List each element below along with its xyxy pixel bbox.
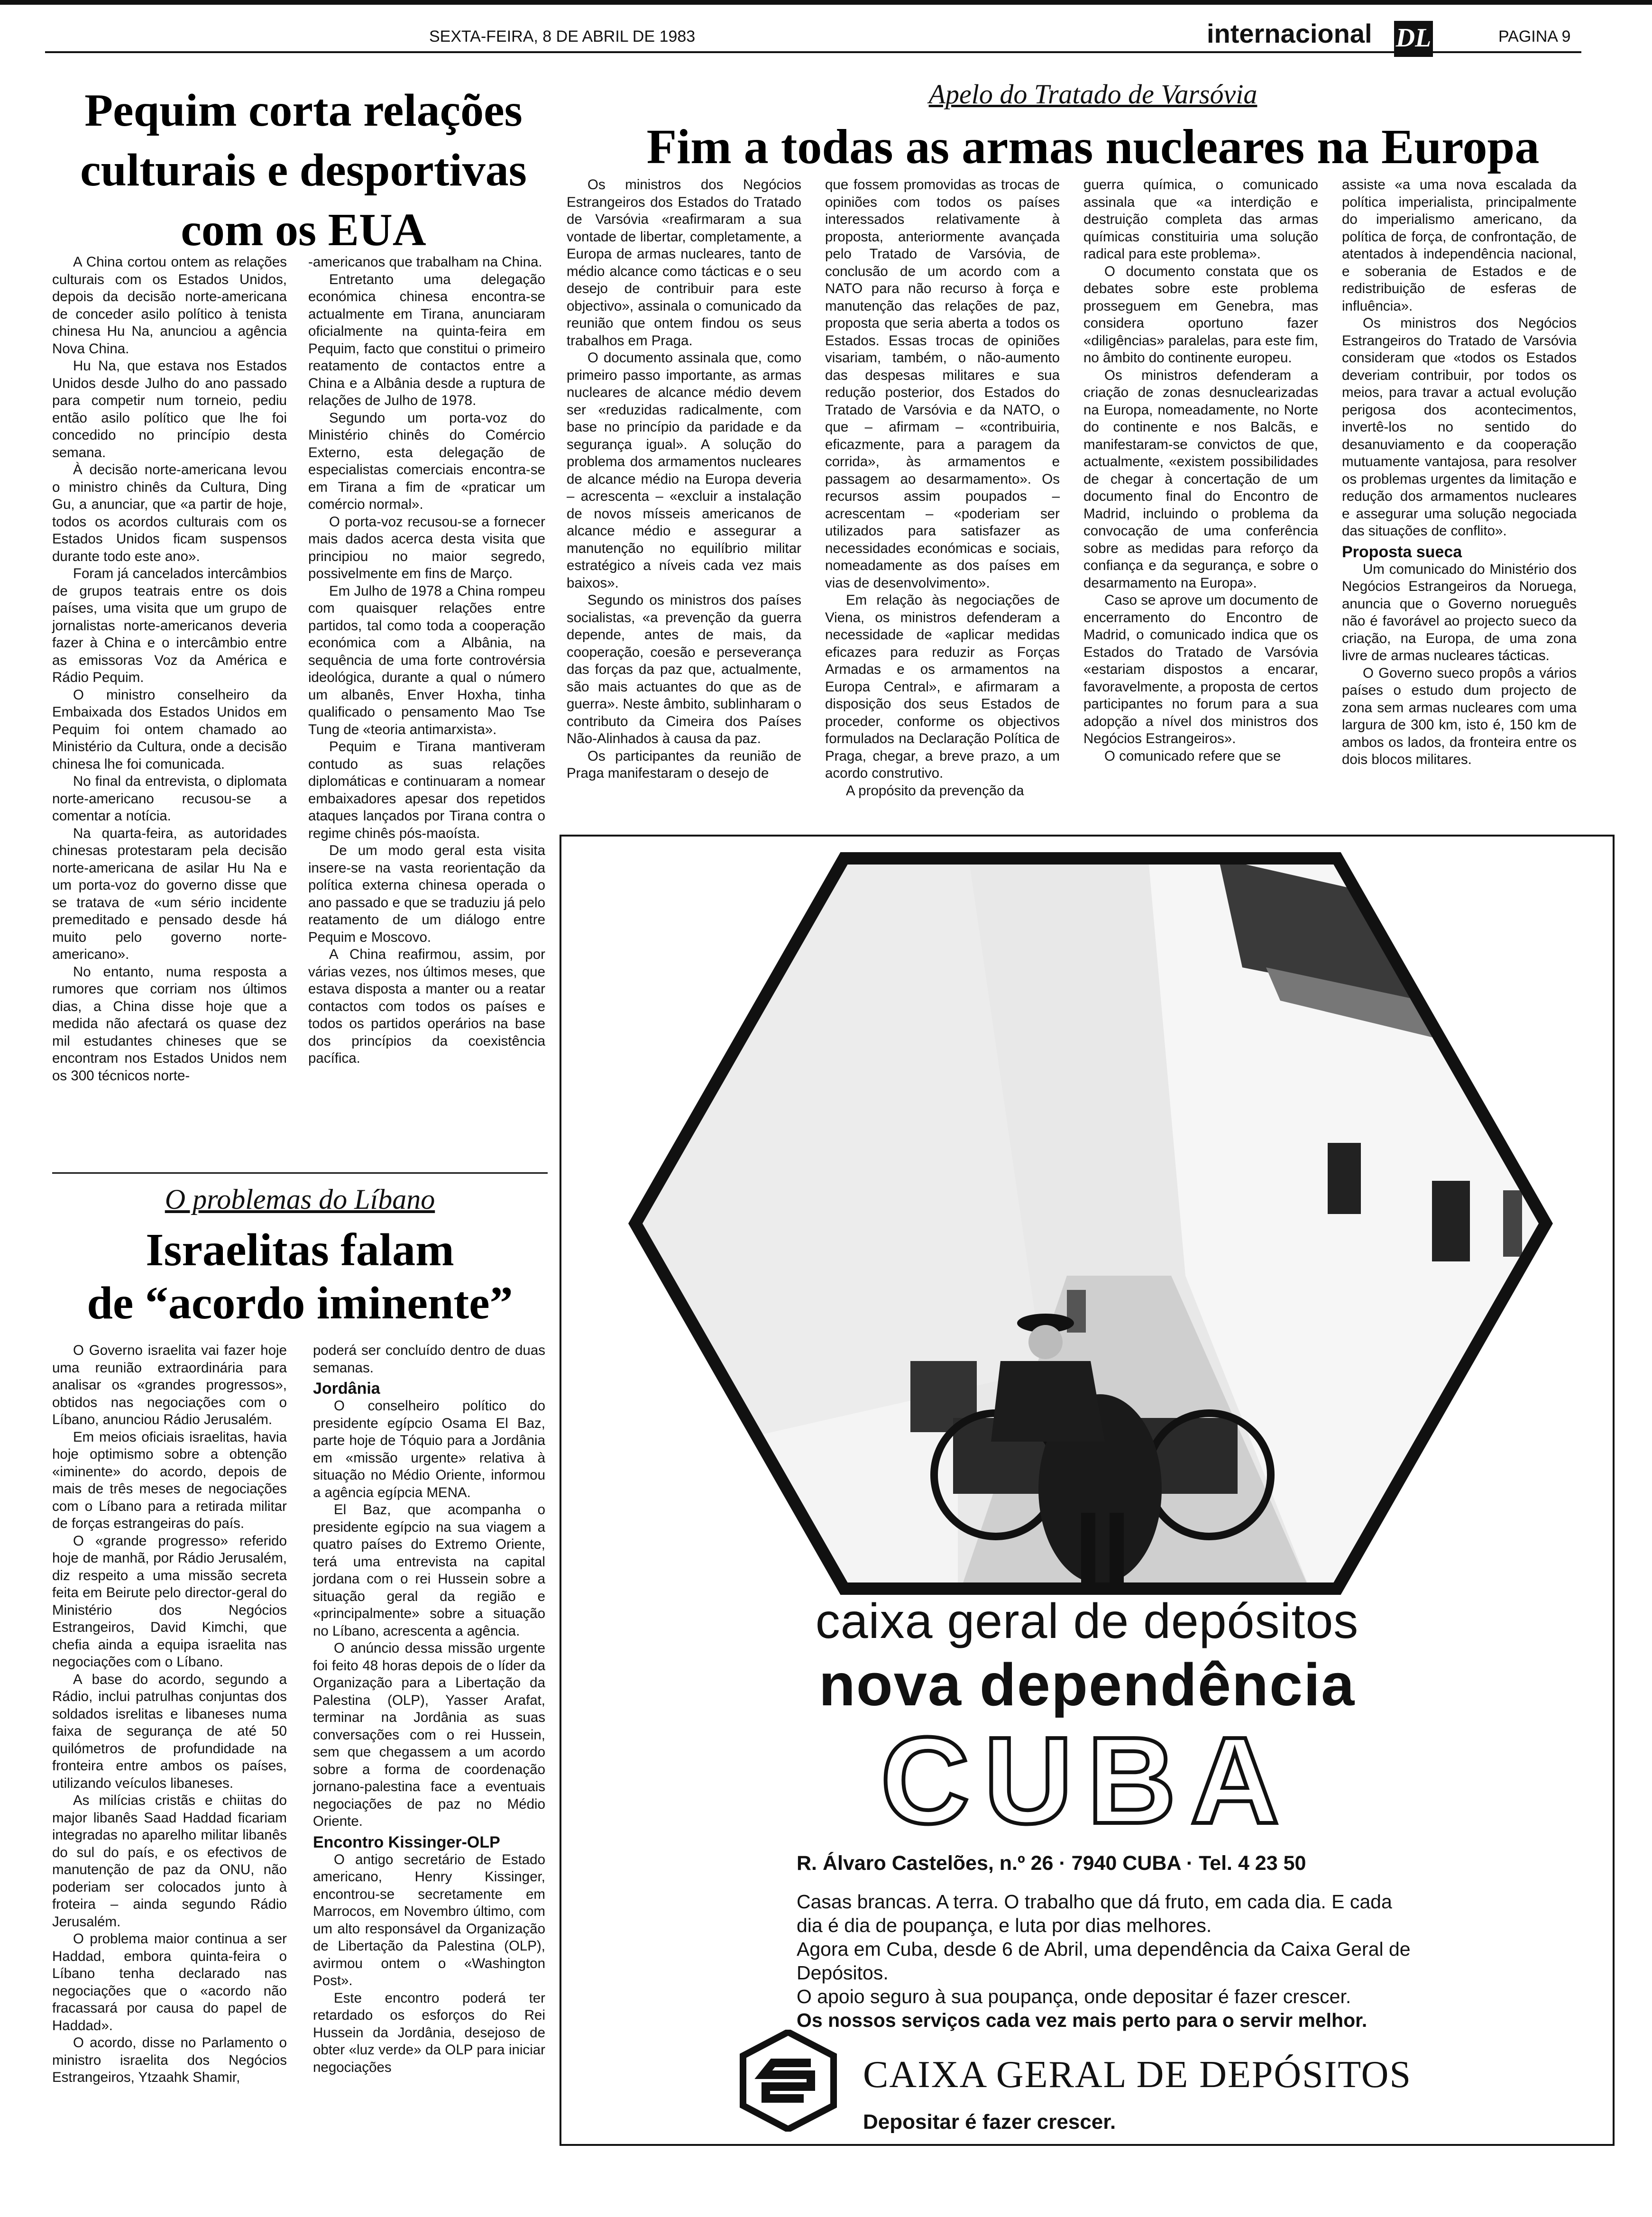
paragraph: Caso se aprove um documento de encerramento do Encontro de Madrid, o comunicado indica que os Estados do Tratado de Varsóvia «estariam dispostos a encarar, favoravelmente, a proposta de certos participantes no forum para a sua adopção a nível dos ministros dos Negócios Estrangeiros». — [1083, 592, 1318, 746]
paragraph: À decisão norte-americana levou o ministro chinês da Cultura, Ding Gu, a anunciar, que «a partir de hoje, todos os acordos culturais com os Estados Unidos ficam suspensos durante todo este ano». — [52, 462, 287, 564]
paragraph: O problema maior continua a ser Haddad, embora quinta-feira o Líbano tenha declarado nas negociações que o «acordo não fracassará por causa do papel de Haddad». — [52, 1931, 287, 2033]
paragraph: A base do acordo, segundo a Rádio, inclui patrulhas conjuntas dos soldados isrelitas e libaneses numa faixa de segurança de até 50 quilómetros de profundidade na fronteira entre ambos os países, utilizando veículos libaneses. — [52, 1671, 287, 1791]
paragraph: El Baz, que acompanha o presidente egípcio na sua viagem a quatro países do Extremo Oriente, terá uma entrevista na capital jordana com o rei Hussein sobre a situação geral da região e «principalmente» sobre a situação no Líbano, acrescenta a agência. — [313, 1502, 545, 1639]
paragraph: O acordo, disse no Parlamento o ministro israelita dos Negócios Estrangeiros, Ytzaahk Shamir, — [52, 2035, 287, 2085]
paragraph: Os participantes da reunião de Praga manifestaram o desejo de — [567, 748, 801, 781]
paragraph: Em relação às negociações de Viena, os ministros defenderam a necessidade de «aplicar medidas eficazes para reduzir as Forças Armadas e os armamentos na Europa Central», e afirmaram a disposição dos seus Estados de proceder, conforme os objectivos formulados na Declaração Política de Praga, chegar, a breve prazo, a um acordo construtivo. — [825, 592, 1060, 781]
paragraph: O comunicado refere que se — [1104, 748, 1281, 764]
page-number: PAGINA 9 — [1498, 28, 1571, 46]
lebanon-headline-line1: Israelitas falam — [146, 1224, 454, 1276]
paragraph: Na quarta-feira, as autoridades chinesas protestaram pela decisão norte-americana de asilar Hu Na e um porta-voz do governo disse que se tratava de «um sério incidente premeditado e pensado desde há muito pelo governo norte-americano». — [52, 825, 287, 962]
ad-photo-hexagon — [626, 849, 1555, 1598]
paragraph: Pequim e Tirana mantiveram contudo as suas relações diplomáticas e continuaram a nomear embaixadores apesar dos repetidos ataques lançados por Tirana contra o regime chinês pós-maoísta. — [308, 739, 545, 841]
paragraph: O antigo secretário de Estado americano, Henry Kissinger, encontrou-se secretamente em Marrocos, em Novembro último, com um alto responsável da Organização de Libertação da Palestina (OLP), avirmou ontem o «Washington Post». — [313, 1851, 545, 1988]
ad-brand: CAIXA GERAL DE DEPÓSITOS — [863, 2054, 1412, 2096]
ad-address: R. Álvaro Castelões, n.º 26 · 7940 CUBA · Tel. 4 23 50 — [797, 1852, 1306, 1875]
paragraph: A China cortou ontem as relações culturais com os Estados Unidos, depois da decisão norte-americana de conceder asilo político à tenista chinesa Hu Na, anunciou a agência Nova China. — [52, 254, 287, 357]
paragraph: Entretanto uma delegação económica chinesa encontra-se actualmente em Tirana, anunciaram oficialmente na quinta-feira em Pequim, facto que constitui o primeiro reatamento de contactos entre a China e a Albânia desde a ruptura de relações de Julho de 1978. — [308, 271, 545, 408]
subheading-sueca: Proposta sueca — [1342, 543, 1462, 561]
paragraph: As milícias cristãs e chiitas do major libanês Saad Haddad ficariam integradas no aparelho militar libanês do sul do país, e os efectivos de manutenção de paz da ONU, não poderiam ser colocados junto à froteira – ainda segundo Rádio Jerusalém. — [52, 1793, 287, 1930]
china-end-rule — [52, 1172, 548, 1174]
newspaper-logo: DL — [1394, 21, 1433, 57]
ad-body — [797, 1890, 1423, 2032]
paragraph: No final da entrevista, o diplomata norte-americano recusou-se a comentar a notícia. — [52, 773, 287, 824]
section-title: internacional — [1207, 18, 1372, 48]
paragraph: A propósito da prevenção da — [846, 782, 1024, 799]
paragraph: O anúncio dessa missão urgente foi feito 48 horas depois de o líder da Organização para a Libertação da Palestina (OLP), Yasser Arafat, terminar na Jordânia as suas conversações com o rei Hussein, sem que chegassem a um acordo sobre a forma de coordenação jornano-palestina face a eventuais negociações de paz no Médio Oriente. — [313, 1640, 545, 1829]
warsaw-column-4 — [1342, 176, 1577, 769]
warsaw-headline: Fim a todas as armas nucleares na Europa — [646, 120, 1540, 174]
lebanon-column-1 — [52, 1342, 287, 2087]
cgd-logo-icon — [740, 2030, 837, 2132]
paragraph: Em Julho de 1978 a China rompeu com quaisquer relações entre partidos, tal como toda a cooperação económica com a Albânia, na sequência de uma forte controvérsia ideológica, durante a qual o número um albanês, Enver Hoxha, tinha qualificado o pensamento Mao Tse Tung de «teoria antimarxista». — [308, 583, 545, 737]
paragraph: Foram já cancelados intercâmbios de grupos teatrais entre os dois países, uma visita que um grupo de jornalistas norte-americanos deveria fazer à China e o intercâmbio entre as emissoras Voz da América e Rádio Pequim. — [52, 566, 287, 685]
lebanon-headline-line2: de “acordo iminente” — [87, 1278, 513, 1329]
paragraph: Este encontro poderá ter retardado os esforços do Rei Hussein da Jordânia, desejoso de obter «luz verde» da OLP para iniciar negociações — [313, 1990, 545, 2075]
china-column-1 — [52, 254, 287, 1085]
warsaw-kicker: Apelo do Tratado de Varsóvia — [928, 79, 1257, 110]
paragraph: Em meios oficiais israelitas, havia hoje optimismo sobre a obtenção «iminente» do acordo, depois de mais de três meses de negociações com o Líbano para a retirada militar de forças estrangeiras do país. — [52, 1429, 287, 1531]
paragraph: O documento assinala que, como primeiro passo importante, as armas nucleares de alcance médio devem ser «reduzidas radicalmente, com base no princípio da paridade e da segurança igual». A solução do problema dos armamentos nucleares de alcance médio na Europa deveria – acrescenta – «excluir a instalação de novos mísseis americanos de alcance médio e assegurar a manutenção no equilíbrio militar estratégico a níveis cada vez mais baixos». — [567, 350, 801, 591]
paragraph: O «grande progresso» referido hoje de manhã, por Rádio Jerusalém, diz respeito a uma missão secreta feita em Beirute pelo director-geral do Ministério dos Negócios Estrangeiros, David Kimchi, que chefia ainda a equipa israelita nas negociações com o Líbano. — [52, 1533, 287, 1670]
paragraph: De um modo geral esta visita insere-se na vasta reorientação da política externa chinesa operada o ano passado e que se traduziu já pelo reatamento de um diálogo entre Pequim e Moscovo. — [308, 843, 545, 945]
warsaw-column-2 — [825, 176, 1060, 800]
ad-bank-name: caixa geral de depósitos — [815, 1594, 1359, 1649]
top-border — [0, 0, 1652, 5]
ad-body-line: O apoio seguro à sua poupança, onde depositar é fazer crescer. — [797, 1986, 1351, 2007]
paragraph: -americanos que trabalham na China. — [308, 254, 542, 270]
paragraph: Um comunicado do Ministério dos Negócios Estrangeiros da Noruega, anuncia que o Governo norueguês não é favorável ao projecto sueco da criação, na Europa, de uma zona livre de armas nucleares tácticas. — [1342, 561, 1577, 663]
header-rule — [45, 51, 1581, 53]
paragraph: assiste «a uma nova escalada da política imperialista, principalmente do imperialismo americano, da política de força, de confrontação, de atentados à independência nacional, e soberania de Estados e de redistribuição de esferas de influência». — [1342, 177, 1577, 314]
ad-body-line: Agora em Cuba, desde 6 de Abril, uma dependência da Caixa Geral de Depósitos. — [797, 1938, 1411, 1984]
china-headline: Pequim corta relações culturais e desportivas com os EUA — [80, 85, 527, 256]
warsaw-column-3 — [1083, 176, 1318, 765]
paragraph: Os ministros dos Negócios Estrangeiros do Tratado de Varsóvia consideram que «todos os Estados deveriam contribuir, por todos os meios, para travar a actual evolução perigosa dos acontecimentos, invertê-los no sentido do desanuviamento e da cooperação mutuamente vantajosa, para resolver os problemas urgentes da limitação e redução dos armamentos nucleares e assegurar uma solução negociada das situações de conflito». — [1342, 315, 1577, 539]
subheading-kissinger: Encontro Kissinger-OLP — [313, 1833, 500, 1851]
paragraph: O conselheiro político do presidente egípcio Osama El Baz, parte hoje de Tóquio para a Jordânia em «missão urgente» relativa à situação no Médio Oriente, informou a agência egípcia MENA. — [313, 1398, 545, 1500]
paragraph: A China reafirmou, assim, por várias vezes, nos últimos meses, que estava disposta a manter ou a reatar contactos com todos os países e todos os partidos operários na base dos princípios da coexistência pacífica. — [308, 947, 545, 1066]
horse-cart-photo — [626, 849, 1555, 1598]
paragraph: Os ministros defenderam a criação de zonas desnuclearizadas na Europa, nomeadamente, no Norte do continente e nos Balcãs, e manifestaram-se convictos de que, actualmente, «existem possibilidades de chegar à concertação de um documento final do Encontro de Madrid, incluindo o problema da convocação de uma conferência sobre as medidas para reforço da confiança e da segurança, e sobre o desarmamento na Europa». — [1083, 367, 1318, 591]
paragraph: Hu Na, que estava nos Estados Unidos desde Julho do ano passado para competir num torneio, pediu então asilo político que lhe foi concedido no princípio desta semana. — [52, 358, 287, 460]
paragraph: Os ministros dos Negócios Estrangeiros dos Estados do Tratado de Varsóvia «reafirmaram a sua vontade de libertar, completamente, a Europa de armas nucleares, tanto de médio alcance como tácticas e o seu desejo de contribuir para este objectivo», assinala o comunicado da reunião que ontem findou os seus trabalhos em Praga. — [567, 177, 801, 349]
paragraph: que fossem promovidas as trocas de opiniões com todos os países interessados relativamente à proposta, anteriormente avançada pelo Tratado de Varsóvia, de conclusão de um acordo com a NATO para não recurso à força e manutenção das relações de paz, proposta que seria aberta a todos os Estados. Essas trocas de opiniões visariam, também, o não-aumento das despesas militares e sua redução posterior, dos Estados do Tratado de Varsóvia e da NATO, o que – afirmam – «contribuiria, eficazmente, para a paragem da corrida», às armamentos e passagem ao desarmamento». Os recursos assim poupados – acrescentam – «poderiam ser utilizados para satisfazer as necessidades económicas e sociais, nomeadamente as dos países em vias de desenvolvimento». — [825, 177, 1060, 591]
paragraph: Segundo um porta-voz do Ministério chinês do Comércio Externo, esta delegação de especialistas comerciais encontra-se em Tirana a fim de «praticar um comércio normal». — [308, 410, 545, 512]
ad-slogan: Depositar é fazer crescer. — [863, 2110, 1116, 2134]
paragraph: O Governo israelita vai fazer hoje uma reunião extraordinária para analisar os «grandes progressos», obtidos nas negociações com o Líbano, anunciou Rádio Jerusalém. — [52, 1343, 287, 1427]
ad-body-line: Casas brancas. A terra. O trabalho que dá fruto, em cada dia. E cada dia é dia de poupança, e luta por dias melhores. — [797, 1891, 1392, 1936]
paragraph: O documento constata que os debates sobre este problema prosseguem em Genebra, mas considera oportuno fazer «diligências» paralelas, para este fim, no âmbito do continente europeu. — [1083, 263, 1318, 366]
lebanon-column-2 — [313, 1342, 545, 2076]
paragraph: Segundo os ministros dos países socialistas, «a prevenção da guerra depende, antes de mais, da cooperação, coesão e perseverança das forças da paz que, actualmente, são mais actuantes do que as de guerra». Neste âmbito, sublinharam o contributo da Cimeira dos Países Não-Alinhados à causa da paz. — [567, 592, 801, 746]
ad-body-line: Os nossos serviços cada vez mais perto para o servir melhor. — [797, 2009, 1367, 2031]
subheading-jordania: Jordânia — [313, 1380, 380, 1398]
paragraph: guerra química, o comunicado assinala que «a interdição e destruição completa das armas químicas constituiria uma solução radical para este problema». — [1083, 177, 1318, 262]
paragraph: O Governo sueco propôs a vários países o estudo dum projecto de zona sem armas nucleares com uma largura de 300 km, isto é, 150 km de ambos os lados, da fronteira entre os dois blocos militares. — [1342, 665, 1577, 767]
china-column-2 — [308, 254, 545, 1067]
lebanon-kicker: O problemas do Líbano — [165, 1184, 435, 1215]
warsaw-column-1 — [567, 176, 801, 782]
ad-town-cuba: CUBA — [880, 1712, 1294, 1849]
paragraph: No entanto, numa resposta a rumores que corriam nos últimos dias, a China disse hoje que a medida não afectará os quase dez mil estudantes chineses que se encontram nos Estados Unidos nem os 300 técnicos norte- — [52, 964, 287, 1084]
lebanon-headline — [52, 1223, 548, 1330]
header-date: SEXTA-FEIRA, 8 DE ABRIL DE 1983 — [429, 28, 696, 46]
paragraph: O ministro conselheiro da Embaixada dos Estados Unidos em Pequim foi ontem chamado ao Ministério da Cultura, onde a decisão chinesa lhe foi comunicada. — [52, 687, 287, 772]
ad-new-branch: nova dependência — [818, 1651, 1356, 1718]
paragraph: poderá ser concluído dentro de duas semanas. — [313, 1343, 545, 1376]
paragraph: O porta-voz recusou-se a fornecer mais dados acerca desta visita que principiou no maior segredo, possivelmente em fins de Março. — [308, 514, 545, 581]
